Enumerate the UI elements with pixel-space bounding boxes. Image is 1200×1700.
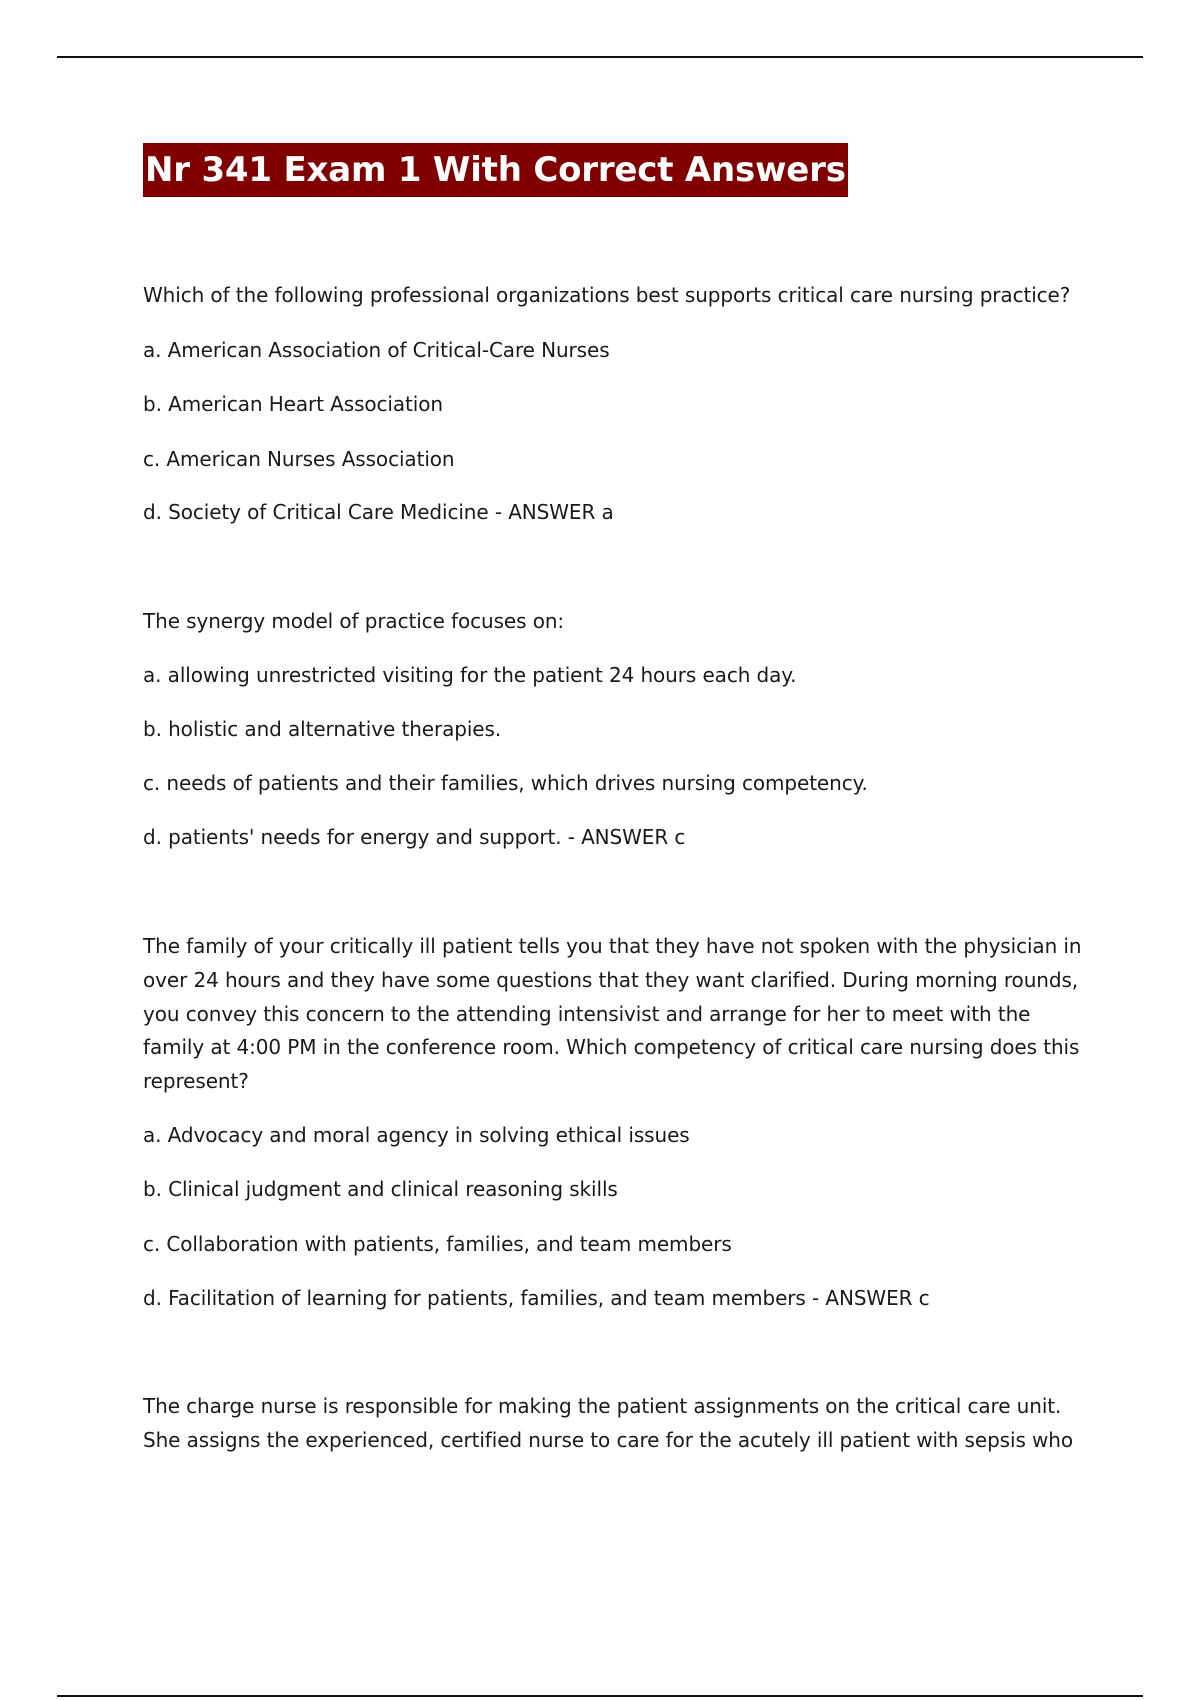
question-4-prompt-line-1: The charge nurse is responsible for making the patient assignments on the critical care unit. — [143, 1394, 1062, 1418]
question-1-option-b: b. American Heart Association — [143, 392, 443, 416]
question-3-prompt-line-3: you convey this concern to the attending intensivist and arrange for her to meet with the — [143, 1002, 1031, 1026]
question-3-prompt-line-2: over 24 hours and they have some questions that they want clarified. During morning rounds, — [143, 968, 1079, 992]
question-2-option-b: b. holistic and alternative therapies. — [143, 717, 502, 741]
question-2-prompt: The synergy model of practice focuses on: — [143, 609, 565, 633]
footer-rule — [57, 1695, 1143, 1697]
question-3-prompt-line-5: represent? — [143, 1069, 249, 1093]
question-3-option-d: d. Facilitation of learning for patients, families, and team members - ANSWER c — [143, 1286, 930, 1310]
question-3-option-c: c. Collaboration with patients, families, and team members — [143, 1232, 732, 1256]
document-title: Nr 341 Exam 1 With Correct Answers — [143, 143, 848, 197]
question-4-prompt-line-2: She assigns the experienced, certified nurse to care for the acutely ill patient with sepsis who — [143, 1428, 1073, 1452]
question-2-option-a: a. allowing unrestricted visiting for the patient 24 hours each day. — [143, 663, 797, 687]
question-3-option-a: a. Advocacy and moral agency in solving ethical issues — [143, 1123, 690, 1147]
question-3-prompt-line-1: The family of your critically ill patient tells you that they have not spoken with the physician in — [143, 934, 1082, 958]
header-rule — [57, 56, 1143, 58]
question-3-prompt-line-4: family at 4:00 PM in the conference room. Which competency of critical care nursing does this — [143, 1035, 1080, 1059]
question-1-option-c: c. American Nurses Association — [143, 447, 455, 471]
question-2-option-d: d. patients' needs for energy and support. - ANSWER c — [143, 825, 686, 849]
question-1-option-d: d. Society of Critical Care Medicine - ANSWER a — [143, 500, 614, 524]
question-1-prompt: Which of the following professional organizations best supports critical care nursing practice? — [143, 283, 1071, 307]
question-3-option-b: b. Clinical judgment and clinical reasoning skills — [143, 1177, 618, 1201]
question-2-option-c: c. needs of patients and their families, which drives nursing competency. — [143, 771, 868, 795]
question-1-option-a: a. American Association of Critical-Care Nurses — [143, 338, 610, 362]
